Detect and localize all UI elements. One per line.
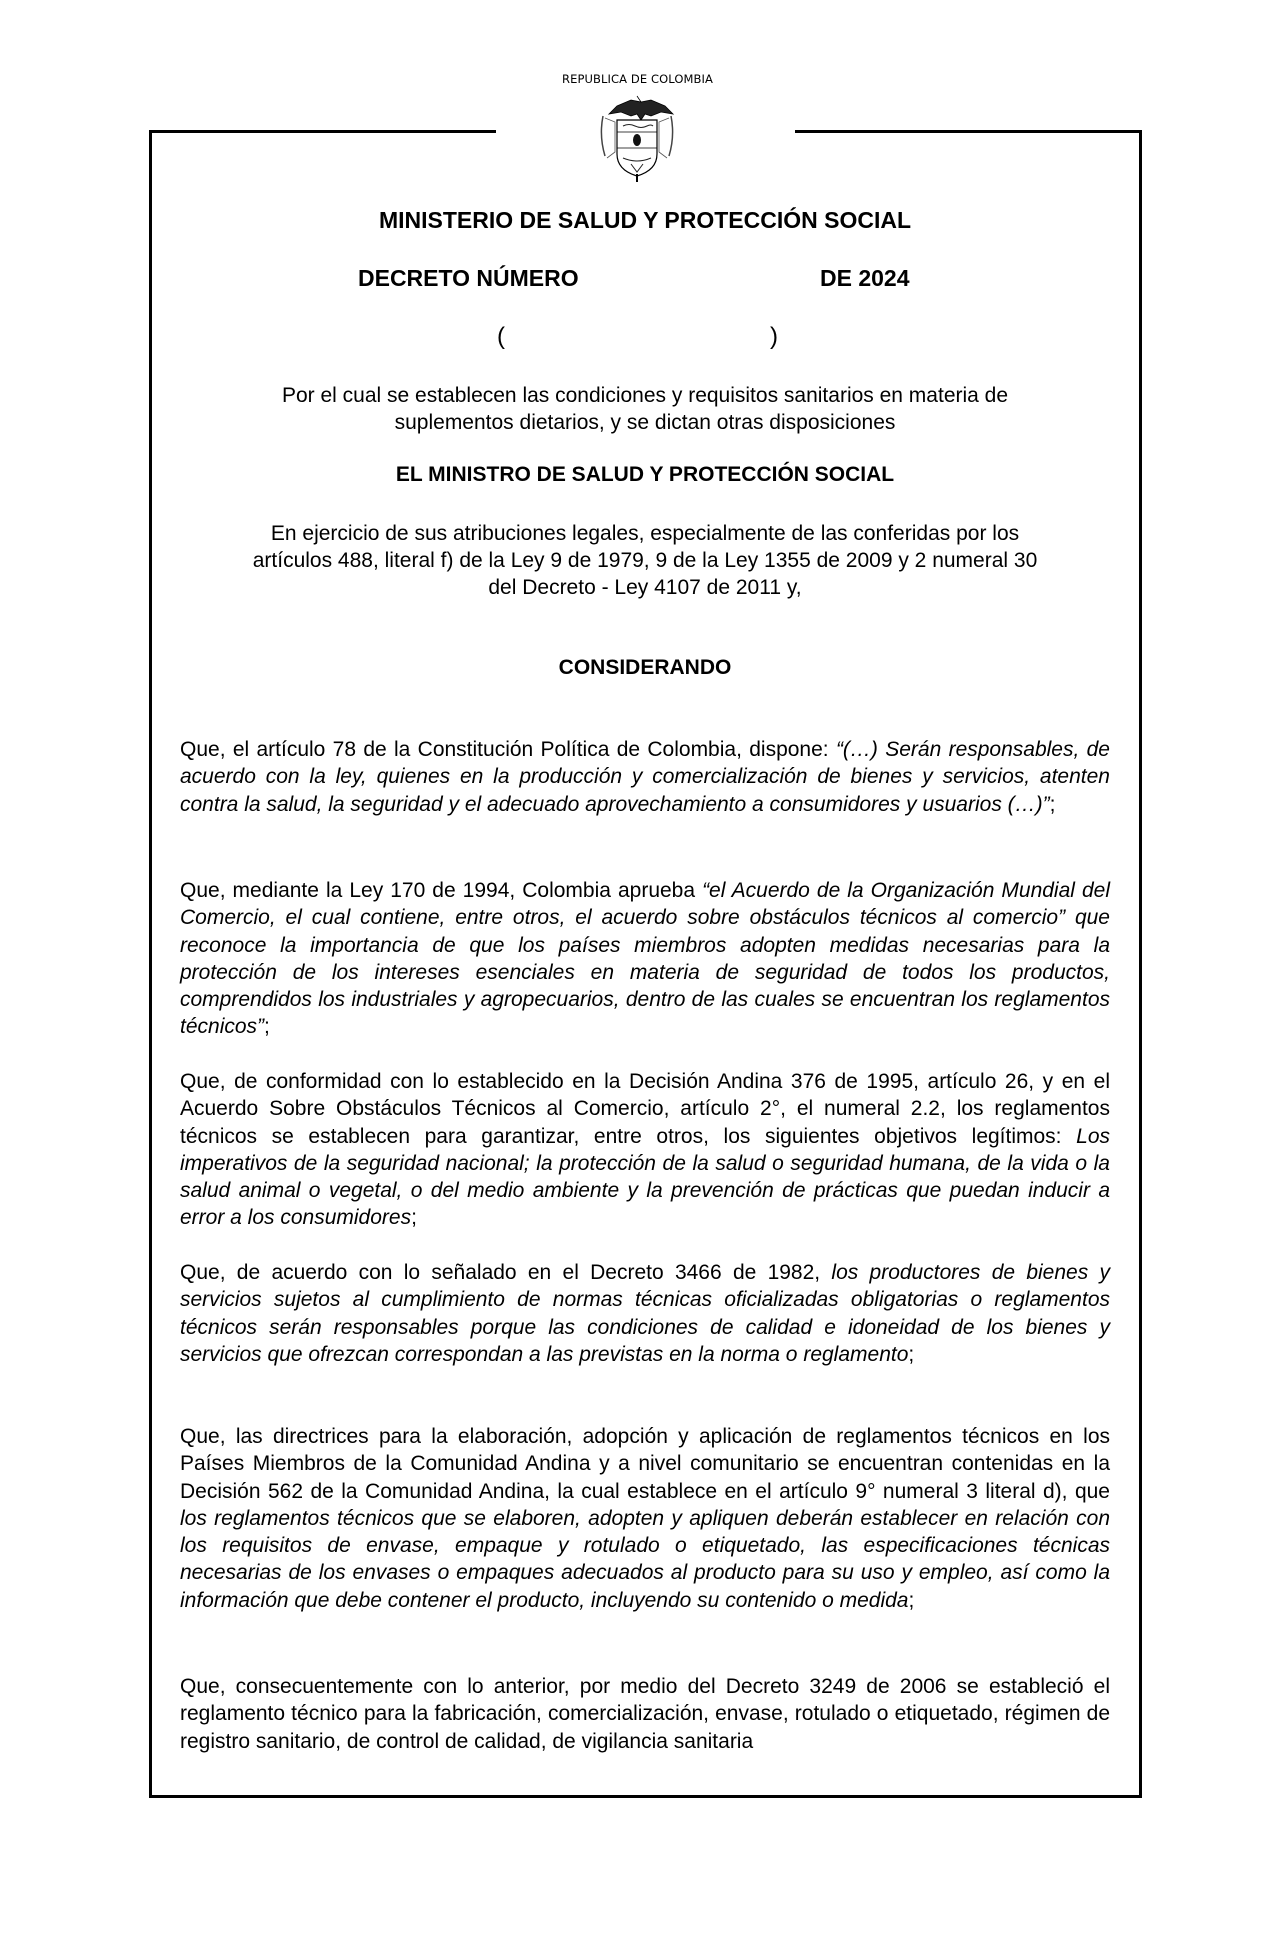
frame-border-top-right bbox=[795, 130, 1142, 133]
issuer-title: EL MINISTRO DE SALUD Y PROTECCIÓN SOCIAL bbox=[395, 463, 895, 486]
considerando-paragraph bbox=[180, 1423, 1110, 1614]
frame-border-right bbox=[1139, 130, 1142, 1798]
paragraph-text: Que, las directrices para la elaboración, adopción y aplicación de reglamentos técnicos en los Países Miembros de la Comunidad Andina y a nivel comunitario se encuentran contenidas en la Decisión 562 de la Comunidad Andina, la cual establece en el artículo 9° numeral 3 literal d), que bbox=[180, 1425, 1110, 1503]
decree-label: DECRETO NÚMERO bbox=[358, 265, 579, 291]
subject-line: suplementos dietarios, y se dictan otras disposiciones bbox=[394, 411, 896, 434]
paragraph-end: ; bbox=[1049, 792, 1056, 816]
date-open-paren: ( bbox=[497, 323, 505, 350]
decree-subject bbox=[180, 382, 1110, 436]
paragraph-end: ; bbox=[411, 1206, 417, 1230]
country-header: REPUBLICA DE COLOMBIA bbox=[562, 72, 713, 86]
considerando-paragraph bbox=[180, 1259, 1110, 1368]
ministry-title: MINISTERIO DE SALUD Y PROTECCIÓN SOCIAL bbox=[378, 207, 912, 233]
paragraph-text: Que, el artículo 78 de la Constitución Política de Colombia, dispone: bbox=[180, 738, 836, 761]
paragraph-quote: los reglamentos técnicos que se elaboren, adopten y apliquen deberán establecer en relación con los requisitos de envase, empaque y rotulado o etiquetado, las especificaciones técnicas necesarias de los envases o empaques adecuados al producto para su uso y empleo, así como la información que debe contener el producto, incluyendo su contenido o medida bbox=[180, 1506, 1110, 1612]
paragraph-end: ; bbox=[908, 1588, 915, 1612]
frame-border-top-left bbox=[150, 130, 496, 133]
subject-line: Por el cual se establecen las condiciones y requisitos sanitarios en materia de bbox=[281, 384, 1009, 407]
considerando-paragraph bbox=[180, 1068, 1110, 1232]
paragraph-text: Que, de acuerdo con lo señalado en el Decreto 3466 de 1982, bbox=[180, 1261, 832, 1284]
paragraph-quote: “el Acuerdo de la Organización Mundial del Comercio, el cual contiene, entre otros, el acuerdo sobre obstáculos técnicos al comercio” que reconoce la importancia de que los países miembros adopten medidas necesarias para la protección de los intereses esenciales en materia de seguridad de todos los productos, comprendidos los industriales y agropecuarios, dentro de las cuales se encuentran los reglamentos técnicos” bbox=[180, 879, 1110, 1039]
decree-year: DE 2024 bbox=[820, 265, 910, 291]
considerando-heading: CONSIDERANDO bbox=[558, 656, 732, 679]
considerando-paragraph bbox=[180, 736, 1110, 818]
paragraph-text: Que, consecuentemente con lo anterior, por medio del Decreto 3249 de 2006 se estableció el reglamento técnico para la fabricación, comercialización, envase, rotulado o etiquetado, régimen de registro sanitario, de control de calidad, de vigilancia sanitaria bbox=[180, 1675, 1110, 1753]
date-close-paren: ) bbox=[770, 323, 778, 350]
legal-powers bbox=[180, 520, 1110, 601]
powers-line: En ejercicio de sus atribuciones legales, especialmente de las conferidas por los bbox=[270, 522, 1020, 545]
powers-line: artículos 488, literal f) de la Ley 9 de 1979, 9 de la Ley 1355 de 2009 y 2 numeral 30 bbox=[252, 549, 1038, 572]
considerando-paragraph bbox=[180, 1673, 1110, 1755]
coat-of-arms-icon bbox=[593, 90, 681, 182]
frame-border-left bbox=[149, 130, 152, 1798]
paragraph-text: Que, mediante la Ley 170 de 1994, Colombia aprueba bbox=[180, 879, 703, 902]
frame-border-bottom bbox=[149, 1795, 1142, 1798]
paragraph-quote: Los imperativos de la seguridad nacional; la protección de la salud o seguridad humana, de la vida o la salud animal o vegetal, o del medio ambiente y la prevención de prácticas que puedan inducir a error a los consumidores bbox=[180, 1124, 1110, 1230]
paragraph-quote: “(…) Serán responsables, de acuerdo con la ley, quienes en la producción y comercialización de bienes y servicios, atenten contra la salud, la seguridad y el adecuado aprovechamiento a consumidores y usuarios (…)” bbox=[180, 738, 1110, 816]
considerando-paragraph bbox=[180, 877, 1110, 1041]
paragraph-end: ; bbox=[264, 1015, 270, 1039]
paragraph-text: Que, de conformidad con lo establecido en la Decisión Andina 376 de 1995, artículo 26, y en el Acuerdo Sobre Obstáculos Técnicos al Comercio, artículo 2°, el numeral 2.2, los reglamentos técnicos se establecen para garantizar, entre otros, los siguientes objetivos legítimos: bbox=[180, 1070, 1110, 1148]
paragraph-end: ; bbox=[908, 1342, 915, 1366]
powers-line: del Decreto - Ley 4107 de 2011 y, bbox=[488, 576, 802, 599]
paragraph-quote: los productores de bienes y servicios sujetos al cumplimiento de normas técnicas oficializadas obligatorias o reglamentos técnicos serán responsables porque las condiciones de calidad e idoneidad de los bienes y servicios que ofrezcan correspondan a las previstas en la norma o reglamento bbox=[180, 1261, 1110, 1366]
